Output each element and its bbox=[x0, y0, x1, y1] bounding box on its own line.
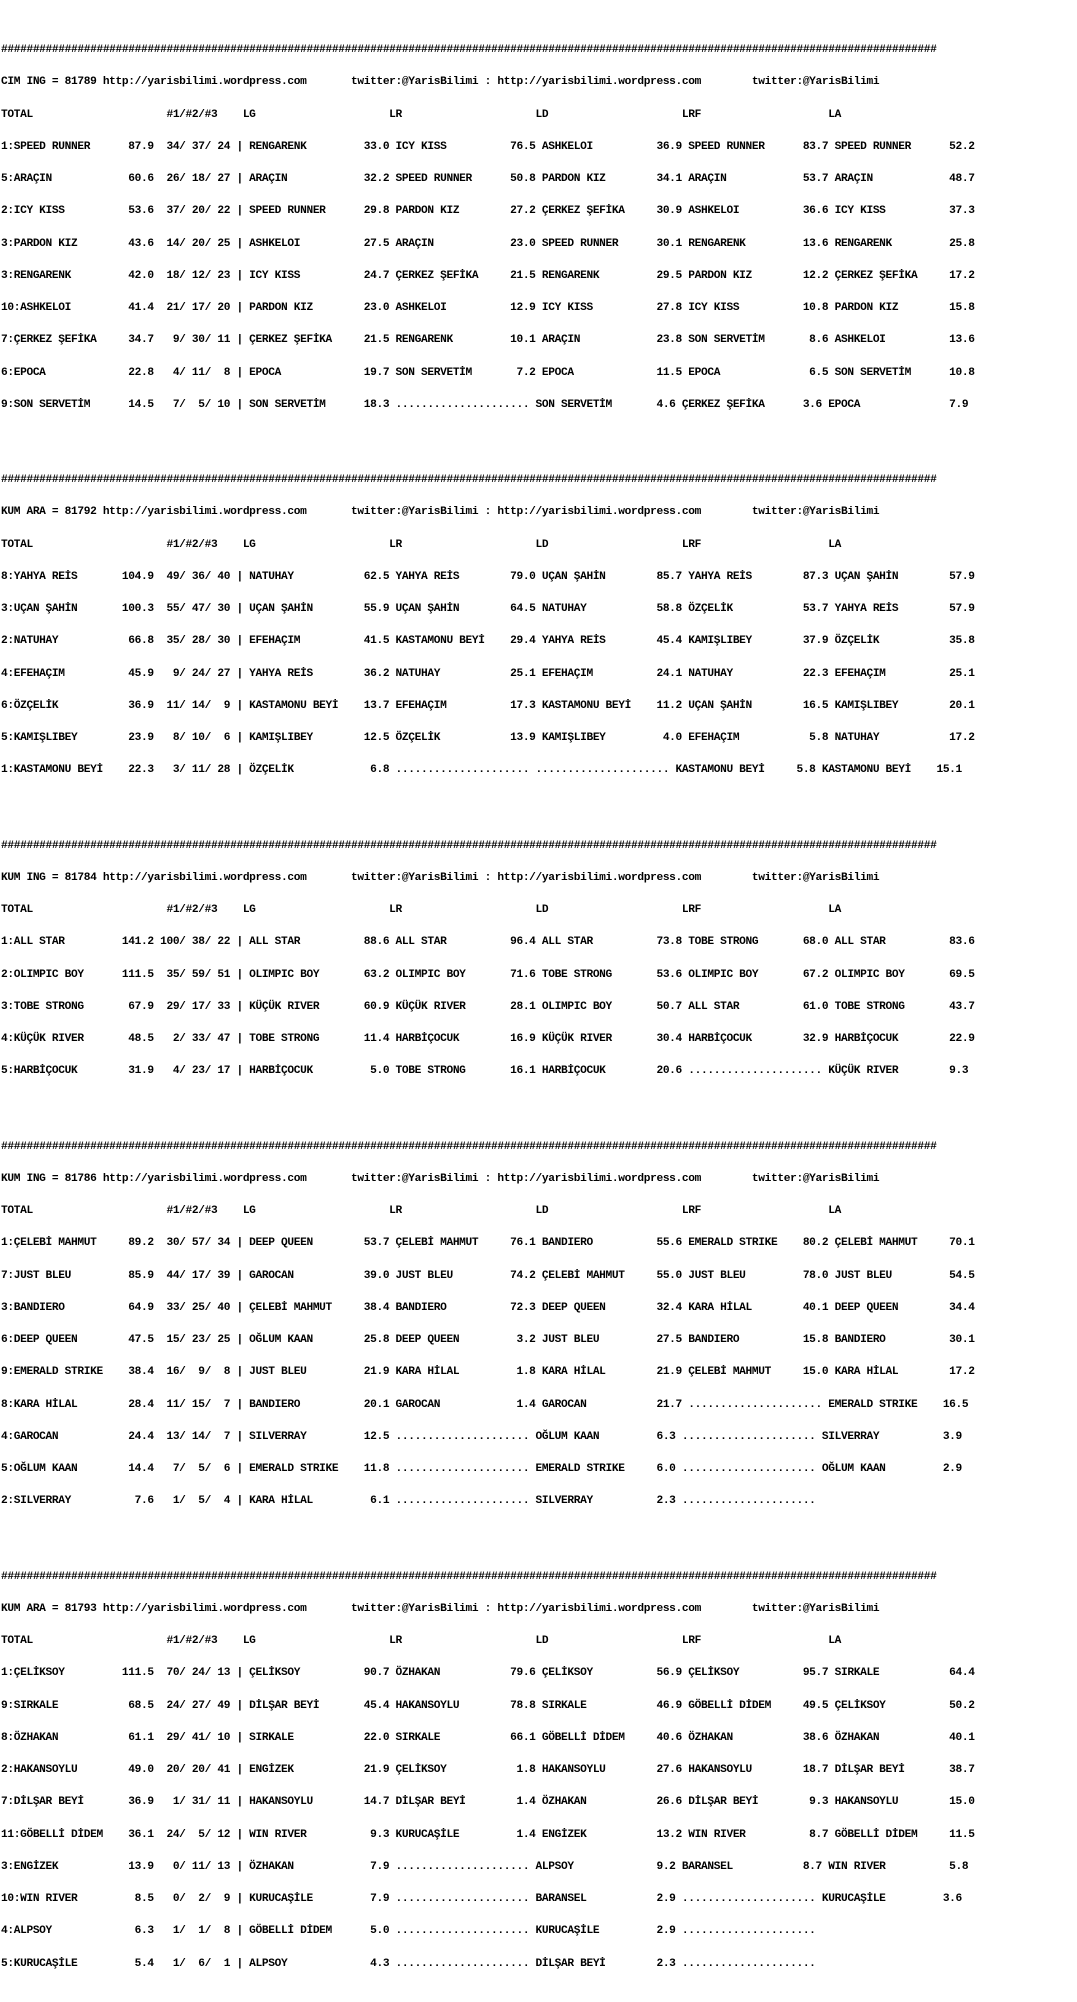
ranking-row: 5:ARAÇIN 60.6 26/ 18/ 27 | ARAÇIN 32.2 SPEED RUNNER 50.8 PARDON KIZ 34.1 ARAÇIN 53.7 ARAÇIN 48.7 bbox=[1, 173, 975, 185]
race-header: KUM ARA = 81792 http://yarisbilimi.wordpress.com twitter:@YarisBilimi : http://yarisbilimi.wordpress.com twitter:@YarisBilimi bbox=[1, 506, 880, 519]
ranking-row: 5:HARBİÇOCUK 31.9 4/ 23/ 17 | HARBİÇOCUK 5.0 TOBE STRONG 16.1 HARBİÇOCUK 20.6 ..................... KÜÇÜK RIVER 9.3 bbox=[1, 1065, 969, 1078]
ranking-row: 8:KARA HİLAL 28.4 11/ 15/ 7 | BANDIERO 20.1 GAROCAN 1.4 GAROCAN 21.7 ..................... EMERALD STRIKE 16.5 bbox=[1, 1398, 969, 1411]
ranking-row: 2:HAKANSOYLU 49.0 20/ 20/ 41 | ENGİZEK 21.9 ÇELİKSOY 1.8 HAKANSOYLU 27.6 HAKANSOYLU 18.7 DİLŞAR BEYİ 38.7 bbox=[1, 1764, 975, 1776]
ranking-row: 3:TOBE STRONG 67.9 29/ 17/ 33 | KÜÇÜK RIVER 60.9 KÜÇÜK RIVER 28.1 OLIMPIC BOY 50.7 ALL STAR 61.0 TOBE STRONG 43.7 bbox=[1, 1000, 975, 1013]
ranking-row: 3:RENGARENK 42.0 18/ 12/ 23 | ICY KISS 24.7 ÇERKEZ ŞEFİKA 21.5 RENGARENK 29.5 PARDON KIZ 12.2 ÇERKEZ ŞEFİKA 17.2 bbox=[1, 269, 975, 282]
race-section-kum-ara-81793 bbox=[1, 1550, 1077, 1991]
ranking-row: 9:SON SERVETİM 14.5 7/ 5/ 10 | SON SERVETİM 18.3 ..................... SON SERVETİM 4.6 ÇERKEZ ŞEFİKA 3.6 EPOCA 7.9 bbox=[1, 398, 969, 411]
ranking-row: 1:ÇELİKSOY 111.5 70/ 24/ 13 | ÇELİKSOY 90.7 ÖZHAKAN 79.6 ÇELİKSOY 56.9 ÇELİKSOY 95.7 SIRKALE 64.4 bbox=[1, 1667, 975, 1680]
ranking-row: 7:JUST BLEU 85.9 44/ 17/ 39 | GAROCAN 39.0 JUST BLEU 74.2 ÇELEBİ MAHMUT 55.0 JUST BLEU 78.0 JUST BLEU 54.5 bbox=[1, 1269, 975, 1282]
race-header: KUM ING = 81784 http://yarisbilimi.wordpress.com twitter:@YarisBilimi : http://yarisbilimi.wordpress.com twitter:@YarisBilimi bbox=[1, 871, 880, 884]
column-header: TOTAL #1/#2/#3 LG LR LD LRF LA bbox=[1, 904, 841, 916]
ranking-row: 4:GAROCAN 24.4 13/ 14/ 7 | SILVERRAY 12.5 ..................... OĞLUM KAAN 6.3 ..................... SILVERRAY 3.9 bbox=[1, 1430, 962, 1443]
ranking-row: 2:ICY KISS 53.6 37/ 20/ 22 | SPEED RUNNER 29.8 PARDON KIZ 27.2 ÇERKEZ ŞEFİKA 30.9 ASHKELOI 36.6 ICY KISS 37.3 bbox=[1, 205, 975, 218]
ranking-row: 1:ALL STAR 141.2 100/ 38/ 22 | ALL STAR 88.6 ALL STAR 96.4 ALL STAR 73.8 TOBE STRONG 68.0 ALL STAR 83.6 bbox=[1, 936, 975, 949]
ranking-row: 1:SPEED RUNNER 87.9 34/ 37/ 24 | RENGARENK 33.0 ICY KISS 76.5 ASHKELOI 36.9 SPEED RUNNER 83.7 SPEED RUNNER 52.2 bbox=[1, 140, 975, 153]
race-section-kum-ing-81784 bbox=[1, 819, 1077, 1099]
ranking-row: 2:SILVERRAY 7.6 1/ 5/ 4 | KARA HİLAL 6.1 ..................... SILVERRAY 2.3 ..................... bbox=[1, 1495, 816, 1508]
race-header: CIM ING = 81789 http://yarisbilimi.wordpress.com twitter:@YarisBilimi : http://yarisbilimi.wordpress.com twitter:@YarisBilimi bbox=[1, 76, 880, 89]
race-section-kum-ing-81786 bbox=[1, 1120, 1077, 1529]
ranking-row: 1:ÇELEBİ MAHMUT 89.2 30/ 57/ 34 | DEEP QUEEN 53.7 ÇELEBİ MAHMUT 76.1 BANDIERO 55.6 EMERALD STRIKE 80.2 ÇELEBİ MAHMUT 70.1 bbox=[1, 1237, 975, 1250]
separator-line: ################################################################################################################################################### bbox=[1, 1570, 937, 1583]
race-section-kum-ara-81792 bbox=[1, 454, 1077, 798]
ranking-row: 11:GÖBELLİ DİDEM 36.1 24/ 5/ 12 | WIN RIVER 9.3 KURUCAŞİLE 1.4 ENGİZEK 13.2 WIN RIVER 8.7 GÖBELLİ DİDEM 11.5 bbox=[1, 1828, 975, 1841]
ranking-row: 8:ÖZHAKAN 61.1 29/ 41/ 10 | SIRKALE 22.0 SIRKALE 66.1 GÖBELLİ DİDEM 40.6 ÖZHAKAN 38.6 ÖZHAKAN 40.1 bbox=[1, 1731, 975, 1744]
column-header: TOTAL #1/#2/#3 LG LR LD LRF LA bbox=[1, 538, 841, 551]
race-section-cim-ing-81789 bbox=[1, 24, 1077, 433]
ranking-row: 6:DEEP QUEEN 47.5 15/ 23/ 25 | OĞLUM KAAN 25.8 DEEP QUEEN 3.2 JUST BLEU 27.5 BANDIERO 15.8 BANDIERO 30.1 bbox=[1, 1334, 975, 1346]
ranking-row: 5:KAMIŞLIBEY 23.9 8/ 10/ 6 | KAMIŞLIBEY 12.5 ÖZÇELİK 13.9 KAMIŞLIBEY 4.0 EFEHAÇIM 5.8 NATUHAY 17.2 bbox=[1, 732, 975, 744]
column-header: TOTAL #1/#2/#3 LG LR LD LRF LA bbox=[1, 1635, 841, 1647]
column-header: TOTAL #1/#2/#3 LG LR LD LRF LA bbox=[1, 1205, 841, 1217]
ranking-row: 3:UÇAN ŞAHİN 100.3 55/ 47/ 30 | UÇAN ŞAHİN 55.9 UÇAN ŞAHİN 64.5 NATUHAY 58.8 ÖZÇELİK 53.7 YAHYA REİS 57.9 bbox=[1, 603, 975, 615]
separator-line: ################################################################################################################################################### bbox=[1, 839, 937, 852]
race-header: KUM ING = 81786 http://yarisbilimi.wordpress.com twitter:@YarisBilimi : http://yarisbilimi.wordpress.com twitter:@YarisBilimi bbox=[1, 1172, 880, 1185]
separator-line: ################################################################################################################################################### bbox=[1, 474, 937, 486]
ranking-row: 3:BANDIERO 64.9 33/ 25/ 40 | ÇELEBİ MAHMUT 38.4 BANDIERO 72.3 DEEP QUEEN 32.4 KARA HİLAL 40.1 DEEP QUEEN 34.4 bbox=[1, 1301, 975, 1314]
ranking-row: 4:EFEHAÇIM 45.9 9/ 24/ 27 | YAHYA REİS 36.2 NATUHAY 25.1 EFEHAÇIM 24.1 NATUHAY 22.3 EFEHAÇIM 25.1 bbox=[1, 667, 975, 680]
ranking-row: 1:KASTAMONU BEYİ 22.3 3/ 11/ 28 | ÖZÇELİK 6.8 ..................... ..................... KASTAMONU BEYİ 5.8 KASTAMONU BEYİ 15.1 bbox=[1, 764, 962, 777]
ranking-row: 5:OĞLUM KAAN 14.4 7/ 5/ 6 | EMERALD STRIKE 11.8 ..................... EMERALD STRIKE 6.0 ..................... OĞLUM KAAN 2.9 bbox=[1, 1463, 962, 1475]
ranking-row: 9:SIRKALE 68.5 24/ 27/ 49 | DİLŞAR BEYİ 45.4 HAKANSOYLU 78.8 SIRKALE 46.9 GÖBELLİ DİDEM 49.5 ÇELİKSOY 50.2 bbox=[1, 1699, 975, 1712]
ranking-row: 4:ALPSOY 6.3 1/ 1/ 8 | GÖBELLİ DİDEM 5.0 ..................... KURUCAŞİLE 2.9 ..................... bbox=[1, 1925, 816, 1938]
ranking-row: 2:NATUHAY 66.8 35/ 28/ 30 | EFEHAÇIM 41.5 KASTAMONU BEYİ 29.4 YAHYA REİS 45.4 KAMIŞLIBEY 37.9 ÖZÇELİK 35.8 bbox=[1, 635, 975, 648]
ranking-row: 7:ÇERKEZ ŞEFİKA 34.7 9/ 30/ 11 | ÇERKEZ ŞEFİKA 21.5 RENGARENK 10.1 ARAÇIN 23.8 SON SERVETİM 8.6 ASHKELOI 13.6 bbox=[1, 334, 975, 347]
race-header: KUM ARA = 81793 http://yarisbilimi.wordpress.com twitter:@YarisBilimi : http://yarisbilimi.wordpress.com twitter:@YarisBilimi bbox=[1, 1602, 880, 1615]
ranking-row: 10:WIN RIVER 8.5 0/ 2/ 9 | KURUCAŞİLE 7.9 ..................... BARANSEL 2.9 ..................... KURUCAŞİLE 3.6 bbox=[1, 1893, 962, 1905]
ranking-row: 10:ASHKELOI 41.4 21/ 17/ 20 | PARDON KIZ 23.0 ASHKELOI 12.9 ICY KISS 27.8 ICY KISS 10.8 PARDON KIZ 15.8 bbox=[1, 302, 975, 314]
ranking-row: 2:OLIMPIC BOY 111.5 35/ 59/ 51 | OLIMPIC BOY 63.2 OLIMPIC BOY 71.6 TOBE STRONG 53.6 OLIMPIC BOY 67.2 OLIMPIC BOY 69.5 bbox=[1, 968, 975, 981]
ranking-row: 8:YAHYA REİS 104.9 49/ 36/ 40 | NATUHAY 62.5 YAHYA REİS 79.0 UÇAN ŞAHİN 85.7 YAHYA REİS 87.3 UÇAN ŞAHİN 57.9 bbox=[1, 570, 975, 583]
separator-line: ################################################################################################################################################### bbox=[1, 1140, 937, 1153]
ranking-row: 6:ÖZÇELİK 36.9 11/ 14/ 9 | KASTAMONU BEYİ 13.7 EFEHAÇIM 17.3 KASTAMONU BEYİ 11.2 UÇAN ŞAHİN 16.5 KAMIŞLIBEY 20.1 bbox=[1, 699, 975, 712]
ranking-row: 9:EMERALD STRIKE 38.4 16/ 9/ 8 | JUST BLEU 21.9 KARA HİLAL 1.8 KARA HİLAL 21.9 ÇELEBİ MAHMUT 15.0 KARA HİLAL 17.2 bbox=[1, 1366, 975, 1379]
ranking-row: 3:ENGİZEK 13.9 0/ 11/ 13 | ÖZHAKAN 7.9 ..................... ALPSOY 9.2 BARANSEL 8.7 WIN RIVER 5.8 bbox=[1, 1860, 969, 1873]
separator-line: ################################################################################################################################################### bbox=[1, 44, 937, 56]
ranking-row: 3:PARDON KIZ 43.6 14/ 20/ 25 | ASHKELOI 27.5 ARAÇIN 23.0 SPEED RUNNER 30.1 RENGARENK 13.6 RENGARENK 25.8 bbox=[1, 237, 975, 250]
ranking-row: 6:EPOCA 22.8 4/ 11/ 8 | EPOCA 19.7 SON SERVETİM 7.2 EPOCA 11.5 EPOCA 6.5 SON SERVETİM 10.8 bbox=[1, 366, 975, 379]
column-header: TOTAL #1/#2/#3 LG LR LD LRF LA bbox=[1, 108, 841, 121]
ranking-row: 5:KURUCAŞİLE 5.4 1/ 6/ 1 | ALPSOY 4.3 ..................... DİLŞAR BEYİ 2.3 ..................... bbox=[1, 1957, 816, 1970]
ranking-row: 4:KÜÇÜK RIVER 48.5 2/ 33/ 47 | TOBE STRONG 11.4 HARBİÇOCUK 16.9 KÜÇÜK RIVER 30.4 HARBİÇOCUK 32.9 HARBİÇOCUK 22.9 bbox=[1, 1033, 975, 1045]
ranking-row: 7:DİLŞAR BEYİ 36.9 1/ 31/ 11 | HAKANSOYLU 14.7 DİLŞAR BEYİ 1.4 ÖZHAKAN 26.6 DİLŞAR BEYİ 9.3 HAKANSOYLU 15.0 bbox=[1, 1796, 975, 1809]
